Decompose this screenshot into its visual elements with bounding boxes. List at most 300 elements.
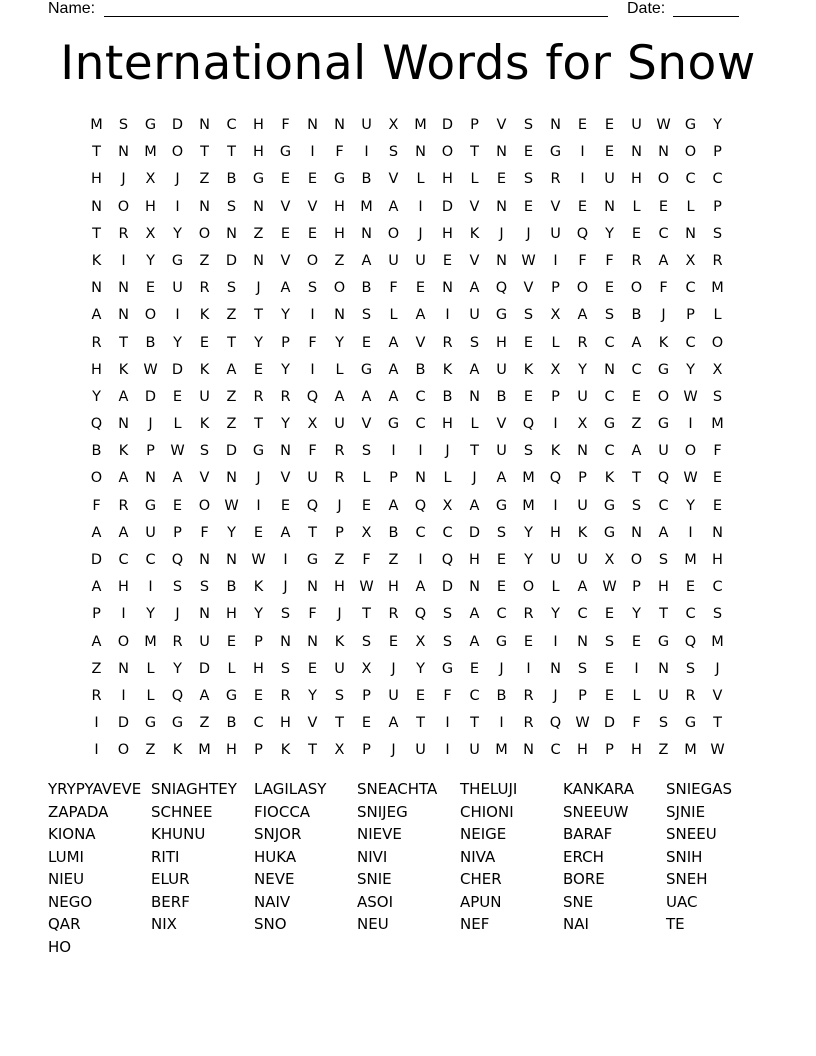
grid-letter[interactable]: K bbox=[280, 742, 291, 759]
grid-letter[interactable]: U bbox=[550, 225, 561, 242]
grid-letter[interactable]: A bbox=[388, 388, 399, 405]
grid-letter[interactable]: Q bbox=[306, 497, 319, 514]
grid-letter[interactable]: O bbox=[630, 552, 643, 568]
grid-letter[interactable]: L bbox=[470, 171, 479, 188]
grid-letter[interactable]: N bbox=[631, 524, 642, 541]
grid-letter[interactable]: H bbox=[658, 579, 669, 596]
grid-letter[interactable]: W bbox=[602, 579, 617, 596]
grid-letter[interactable]: I bbox=[418, 443, 423, 460]
grid-letter[interactable]: C bbox=[253, 715, 264, 732]
grid-letter[interactable]: E bbox=[496, 171, 507, 188]
grid-letter[interactable]: A bbox=[469, 497, 480, 514]
grid-letter[interactable]: S bbox=[685, 660, 696, 677]
grid-letter[interactable]: N bbox=[415, 470, 426, 487]
grid-letter[interactable]: P bbox=[146, 443, 155, 460]
grid-letter[interactable]: G bbox=[144, 117, 157, 133]
grid-letter[interactable]: N bbox=[199, 552, 210, 568]
grid-letter[interactable]: E bbox=[685, 579, 696, 596]
grid-letter[interactable]: S bbox=[361, 633, 372, 650]
grid-letter[interactable]: E bbox=[280, 225, 291, 242]
grid-letter[interactable]: I bbox=[175, 307, 180, 324]
grid-letter[interactable]: V bbox=[361, 416, 372, 433]
grid-letter[interactable]: N bbox=[91, 198, 102, 215]
grid-letter[interactable]: L bbox=[389, 307, 398, 324]
grid-letter[interactable]: Y bbox=[578, 361, 587, 378]
grid-letter[interactable]: N bbox=[496, 252, 507, 269]
grid-letter[interactable]: T bbox=[200, 144, 209, 161]
grid-letter[interactable]: G bbox=[495, 633, 508, 650]
grid-letter[interactable]: U bbox=[469, 742, 480, 759]
grid-letter[interactable]: N bbox=[658, 660, 669, 677]
grid-letter[interactable]: K bbox=[199, 307, 210, 324]
grid-letter[interactable]: A bbox=[388, 361, 399, 378]
grid-letter[interactable]: N bbox=[91, 280, 102, 297]
grid-letter[interactable]: S bbox=[604, 633, 615, 650]
grid-letter[interactable]: B bbox=[361, 280, 372, 297]
grid-letter[interactable]: R bbox=[199, 280, 210, 297]
grid-letter[interactable]: D bbox=[441, 117, 454, 133]
grid-letter[interactable]: O bbox=[522, 579, 535, 596]
grid-letter[interactable]: J bbox=[391, 742, 396, 759]
grid-letter[interactable]: O bbox=[684, 443, 697, 460]
grid-letter[interactable]: N bbox=[280, 633, 291, 650]
grid-letter[interactable]: N bbox=[307, 633, 318, 650]
grid-letter[interactable]: Y bbox=[281, 307, 290, 324]
grid-letter[interactable]: E bbox=[415, 280, 426, 297]
grid-letter[interactable]: W bbox=[170, 443, 185, 460]
grid-letter[interactable]: T bbox=[308, 742, 317, 759]
grid-letter[interactable]: I bbox=[499, 715, 504, 732]
grid-letter[interactable]: K bbox=[253, 579, 264, 596]
grid-letter[interactable]: T bbox=[92, 144, 101, 161]
grid-letter[interactable]: P bbox=[578, 470, 587, 487]
grid-letter[interactable]: P bbox=[254, 633, 263, 650]
grid-letter[interactable]: Y bbox=[686, 497, 695, 514]
grid-letter[interactable]: C bbox=[631, 361, 642, 378]
grid-letter[interactable]: O bbox=[657, 388, 670, 405]
grid-letter[interactable]: M bbox=[90, 117, 103, 133]
grid-letter[interactable]: U bbox=[658, 443, 669, 460]
grid-letter[interactable]: A bbox=[91, 633, 102, 650]
grid-letter[interactable]: Z bbox=[658, 742, 669, 759]
grid-letter[interactable]: T bbox=[254, 307, 263, 324]
grid-letter[interactable]: W bbox=[359, 579, 374, 596]
grid-letter[interactable]: N bbox=[550, 660, 561, 677]
grid-letter[interactable]: V bbox=[280, 252, 291, 269]
grid-letter[interactable]: R bbox=[577, 334, 588, 351]
grid-letter[interactable]: E bbox=[712, 470, 723, 487]
grid-letter[interactable]: J bbox=[499, 225, 504, 242]
grid-letter[interactable]: T bbox=[470, 443, 479, 460]
grid-letter[interactable]: M bbox=[198, 742, 211, 759]
grid-letter[interactable]: N bbox=[253, 252, 264, 269]
grid-letter[interactable]: S bbox=[523, 171, 534, 188]
grid-letter[interactable]: I bbox=[310, 144, 315, 161]
grid-letter[interactable]: Y bbox=[281, 361, 290, 378]
grid-letter[interactable]: D bbox=[171, 361, 184, 378]
grid-letter[interactable]: L bbox=[443, 470, 452, 487]
grid-letter[interactable]: P bbox=[713, 144, 722, 161]
grid-letter[interactable]: U bbox=[604, 171, 615, 188]
grid-letter[interactable]: N bbox=[604, 361, 615, 378]
grid-letter[interactable]: A bbox=[91, 307, 102, 324]
grid-letter[interactable]: H bbox=[334, 198, 345, 215]
grid-letter[interactable]: H bbox=[712, 552, 723, 568]
grid-letter[interactable]: G bbox=[441, 660, 454, 677]
grid-letter[interactable]: A bbox=[118, 388, 129, 405]
grid-letter[interactable]: C bbox=[226, 117, 237, 133]
grid-letter[interactable]: Z bbox=[388, 552, 399, 568]
grid-letter[interactable]: V bbox=[523, 280, 534, 297]
grid-letter[interactable]: R bbox=[334, 470, 345, 487]
grid-letter[interactable]: K bbox=[91, 252, 102, 269]
grid-letter[interactable]: Y bbox=[632, 606, 641, 623]
grid-letter[interactable]: E bbox=[361, 334, 372, 351]
grid-letter[interactable]: C bbox=[415, 524, 426, 541]
grid-letter[interactable]: D bbox=[171, 117, 184, 133]
grid-letter[interactable]: V bbox=[550, 198, 561, 215]
grid-letter[interactable]: U bbox=[577, 388, 588, 405]
grid-letter[interactable]: J bbox=[418, 225, 423, 242]
grid-letter[interactable]: N bbox=[496, 198, 507, 215]
grid-letter[interactable]: A bbox=[91, 524, 102, 541]
grid-letter[interactable]: F bbox=[605, 252, 614, 269]
grid-letter[interactable]: U bbox=[550, 552, 561, 568]
grid-letter[interactable]: F bbox=[335, 144, 344, 161]
grid-letter[interactable]: E bbox=[658, 198, 669, 215]
grid-letter[interactable]: Y bbox=[92, 388, 101, 405]
grid-letter[interactable]: I bbox=[445, 715, 450, 732]
grid-letter[interactable]: S bbox=[388, 144, 399, 161]
grid-letter[interactable]: N bbox=[199, 606, 210, 623]
grid-letter[interactable]: O bbox=[387, 225, 400, 242]
grid-letter[interactable]: V bbox=[496, 117, 507, 133]
grid-letter[interactable]: N bbox=[577, 633, 588, 650]
grid-letter[interactable]: R bbox=[388, 606, 399, 623]
grid-letter[interactable]: B bbox=[388, 524, 399, 541]
grid-letter[interactable]: B bbox=[496, 388, 507, 405]
grid-letter[interactable]: E bbox=[604, 144, 615, 161]
grid-letter[interactable]: L bbox=[470, 416, 479, 433]
grid-letter[interactable]: C bbox=[145, 552, 156, 568]
grid-letter[interactable]: S bbox=[442, 633, 453, 650]
grid-letter[interactable]: C bbox=[712, 171, 723, 188]
grid-letter[interactable]: F bbox=[659, 280, 668, 297]
grid-letter[interactable]: F bbox=[713, 443, 722, 460]
grid-letter[interactable]: P bbox=[281, 334, 290, 351]
grid-letter[interactable]: N bbox=[577, 443, 588, 460]
grid-letter[interactable]: E bbox=[577, 198, 588, 215]
grid-letter[interactable]: A bbox=[631, 334, 642, 351]
grid-letter[interactable]: S bbox=[523, 307, 534, 324]
grid-letter[interactable]: Y bbox=[281, 416, 290, 433]
grid-letter[interactable]: E bbox=[442, 252, 453, 269]
grid-letter[interactable]: U bbox=[199, 388, 210, 405]
grid-letter[interactable]: J bbox=[337, 497, 342, 514]
grid-letter[interactable]: O bbox=[711, 334, 724, 351]
grid-letter[interactable]: X bbox=[550, 307, 561, 324]
grid-letter[interactable]: Q bbox=[90, 416, 103, 433]
grid-letter[interactable]: V bbox=[307, 715, 318, 732]
grid-letter[interactable]: X bbox=[388, 117, 399, 133]
grid-letter[interactable]: G bbox=[603, 497, 616, 514]
grid-letter[interactable]: N bbox=[334, 307, 345, 324]
grid-letter[interactable]: E bbox=[145, 280, 156, 297]
grid-letter[interactable]: E bbox=[631, 633, 642, 650]
grid-letter[interactable]: S bbox=[577, 660, 588, 677]
grid-letter[interactable]: D bbox=[90, 552, 103, 568]
grid-letter[interactable]: U bbox=[307, 470, 318, 487]
grid-letter[interactable]: I bbox=[391, 443, 396, 460]
grid-letter[interactable]: I bbox=[553, 497, 558, 514]
grid-letter[interactable]: N bbox=[280, 443, 291, 460]
grid-letter[interactable]: R bbox=[712, 252, 723, 269]
grid-letter[interactable]: O bbox=[171, 144, 184, 161]
grid-letter[interactable]: J bbox=[175, 606, 180, 623]
grid-letter[interactable]: J bbox=[472, 470, 477, 487]
grid-letter[interactable]: I bbox=[553, 252, 558, 269]
grid-letter[interactable]: H bbox=[253, 660, 264, 677]
grid-letter[interactable]: M bbox=[495, 742, 508, 759]
grid-letter[interactable]: E bbox=[604, 280, 615, 297]
grid-letter[interactable]: K bbox=[199, 361, 210, 378]
grid-letter[interactable]: A bbox=[226, 361, 237, 378]
grid-letter[interactable]: P bbox=[632, 579, 641, 596]
grid-letter[interactable]: T bbox=[92, 225, 101, 242]
grid-letter[interactable]: B bbox=[91, 443, 102, 460]
grid-letter[interactable]: O bbox=[441, 144, 454, 161]
grid-letter[interactable]: W bbox=[143, 361, 158, 378]
grid-letter[interactable]: L bbox=[362, 470, 371, 487]
grid-letter[interactable]: A bbox=[469, 280, 480, 297]
grid-letter[interactable]: E bbox=[253, 687, 264, 704]
grid-letter[interactable]: G bbox=[684, 715, 697, 732]
grid-letter[interactable]: O bbox=[576, 280, 589, 297]
grid-letter[interactable]: C bbox=[442, 524, 453, 541]
grid-letter[interactable]: H bbox=[442, 171, 453, 188]
grid-letter[interactable]: O bbox=[117, 742, 130, 759]
grid-letter[interactable]: C bbox=[604, 388, 615, 405]
grid-letter[interactable]: D bbox=[225, 443, 238, 460]
grid-letter[interactable]: J bbox=[391, 660, 396, 677]
grid-letter[interactable]: L bbox=[551, 334, 560, 351]
grid-letter[interactable]: H bbox=[226, 742, 237, 759]
grid-letter[interactable]: C bbox=[550, 742, 561, 759]
grid-letter[interactable]: U bbox=[496, 443, 507, 460]
grid-letter[interactable]: M bbox=[684, 742, 697, 759]
grid-letter[interactable]: S bbox=[361, 307, 372, 324]
grid-letter[interactable]: S bbox=[226, 198, 237, 215]
grid-letter[interactable]: N bbox=[307, 579, 318, 596]
grid-letter[interactable]: M bbox=[144, 144, 157, 161]
grid-letter[interactable]: X bbox=[685, 252, 696, 269]
grid-letter[interactable]: W bbox=[683, 470, 698, 487]
grid-letter[interactable]: D bbox=[225, 252, 238, 269]
grid-letter[interactable]: A bbox=[631, 443, 642, 460]
grid-letter[interactable]: M bbox=[684, 552, 697, 568]
grid-letter[interactable]: E bbox=[523, 198, 534, 215]
grid-letter[interactable]: R bbox=[631, 252, 642, 269]
grid-letter[interactable]: E bbox=[280, 171, 291, 188]
grid-letter[interactable]: I bbox=[121, 687, 126, 704]
grid-letter[interactable]: W bbox=[224, 497, 239, 514]
grid-letter[interactable]: L bbox=[632, 687, 641, 704]
grid-letter[interactable]: E bbox=[172, 497, 183, 514]
grid-letter[interactable]: C bbox=[604, 443, 615, 460]
grid-letter[interactable]: H bbox=[631, 742, 642, 759]
grid-letter[interactable]: L bbox=[146, 660, 155, 677]
grid-letter[interactable]: E bbox=[253, 361, 264, 378]
grid-letter[interactable]: S bbox=[226, 280, 237, 297]
grid-letter[interactable]: X bbox=[550, 361, 561, 378]
grid-letter[interactable]: X bbox=[361, 524, 372, 541]
grid-letter[interactable]: T bbox=[470, 144, 479, 161]
grid-letter[interactable]: Z bbox=[226, 388, 237, 405]
grid-letter[interactable]: O bbox=[306, 252, 319, 269]
grid-letter[interactable]: E bbox=[226, 633, 237, 650]
grid-letter[interactable]: S bbox=[712, 225, 723, 242]
grid-letter[interactable]: I bbox=[580, 144, 585, 161]
grid-letter[interactable]: Z bbox=[199, 171, 210, 188]
grid-letter[interactable]: E bbox=[631, 225, 642, 242]
grid-letter[interactable]: Y bbox=[254, 334, 263, 351]
grid-letter[interactable]: B bbox=[226, 715, 237, 732]
grid-letter[interactable]: E bbox=[496, 552, 507, 568]
grid-letter[interactable]: E bbox=[253, 524, 264, 541]
grid-letter[interactable]: E bbox=[280, 497, 291, 514]
grid-letter[interactable]: X bbox=[307, 416, 318, 433]
grid-letter[interactable]: X bbox=[442, 497, 453, 514]
grid-letter[interactable]: Q bbox=[306, 388, 319, 405]
grid-letter[interactable]: Q bbox=[414, 497, 427, 514]
grid-letter[interactable]: O bbox=[117, 198, 130, 215]
grid-letter[interactable]: Z bbox=[199, 252, 210, 269]
grid-letter[interactable]: J bbox=[499, 660, 504, 677]
grid-letter[interactable]: S bbox=[442, 606, 453, 623]
grid-letter[interactable]: J bbox=[121, 171, 126, 188]
grid-letter[interactable]: N bbox=[685, 225, 696, 242]
grid-letter[interactable]: R bbox=[523, 606, 534, 623]
grid-letter[interactable]: Q bbox=[684, 633, 697, 650]
grid-letter[interactable]: H bbox=[577, 742, 588, 759]
grid-letter[interactable]: P bbox=[551, 388, 560, 405]
grid-letter[interactable]: M bbox=[144, 633, 157, 650]
grid-letter[interactable]: Y bbox=[524, 524, 533, 541]
grid-letter[interactable]: A bbox=[91, 579, 102, 596]
grid-letter[interactable]: T bbox=[254, 416, 263, 433]
grid-letter[interactable]: N bbox=[145, 470, 156, 487]
grid-letter[interactable]: V bbox=[280, 198, 291, 215]
grid-letter[interactable]: B bbox=[145, 334, 156, 351]
grid-letter[interactable]: K bbox=[577, 524, 588, 541]
grid-letter[interactable]: A bbox=[577, 307, 588, 324]
grid-letter[interactable]: P bbox=[92, 606, 101, 623]
grid-letter[interactable]: Q bbox=[657, 470, 670, 487]
grid-letter[interactable]: W bbox=[683, 388, 698, 405]
grid-letter[interactable]: I bbox=[310, 307, 315, 324]
grid-letter[interactable]: U bbox=[415, 742, 426, 759]
grid-letter[interactable]: E bbox=[631, 388, 642, 405]
grid-letter[interactable]: A bbox=[334, 388, 345, 405]
grid-letter[interactable]: A bbox=[280, 524, 291, 541]
grid-letter[interactable]: C bbox=[415, 388, 426, 405]
grid-letter[interactable]: R bbox=[91, 687, 102, 704]
grid-letter[interactable]: S bbox=[658, 715, 669, 732]
grid-letter[interactable]: J bbox=[256, 470, 261, 487]
grid-letter[interactable]: P bbox=[578, 687, 587, 704]
grid-letter[interactable]: N bbox=[118, 144, 129, 161]
grid-letter[interactable]: F bbox=[389, 280, 398, 297]
grid-letter[interactable]: K bbox=[199, 416, 210, 433]
grid-letter[interactable]: Z bbox=[91, 660, 102, 677]
grid-letter[interactable]: K bbox=[118, 443, 129, 460]
grid-letter[interactable]: Z bbox=[145, 742, 156, 759]
grid-letter[interactable]: N bbox=[604, 198, 615, 215]
grid-letter[interactable]: I bbox=[445, 307, 450, 324]
grid-letter[interactable]: S bbox=[307, 280, 318, 297]
grid-letter[interactable]: U bbox=[334, 660, 345, 677]
grid-letter[interactable]: N bbox=[415, 144, 426, 161]
grid-letter[interactable]: H bbox=[280, 715, 291, 732]
grid-letter[interactable]: D bbox=[441, 579, 454, 596]
grid-letter[interactable]: A bbox=[469, 361, 480, 378]
grid-letter[interactable]: I bbox=[526, 660, 531, 677]
grid-letter[interactable]: Q bbox=[549, 715, 562, 732]
grid-letter[interactable]: A bbox=[496, 470, 507, 487]
grid-letter[interactable]: C bbox=[685, 334, 696, 351]
grid-letter[interactable]: D bbox=[441, 198, 454, 215]
grid-letter[interactable]: J bbox=[148, 416, 153, 433]
grid-letter[interactable]: A bbox=[172, 470, 183, 487]
grid-letter[interactable]: J bbox=[175, 171, 180, 188]
grid-letter[interactable]: R bbox=[334, 443, 345, 460]
grid-letter[interactable]: E bbox=[415, 687, 426, 704]
grid-letter[interactable]: P bbox=[470, 117, 479, 133]
grid-letter[interactable]: G bbox=[252, 171, 265, 188]
grid-letter[interactable]: I bbox=[94, 715, 99, 732]
grid-letter[interactable]: G bbox=[657, 416, 670, 433]
grid-letter[interactable]: K bbox=[334, 633, 345, 650]
grid-letter[interactable]: U bbox=[199, 633, 210, 650]
grid-letter[interactable]: M bbox=[522, 497, 535, 514]
grid-letter[interactable]: H bbox=[469, 552, 480, 568]
grid-letter[interactable]: I bbox=[688, 416, 693, 433]
grid-letter[interactable]: E bbox=[307, 225, 318, 242]
grid-letter[interactable]: U bbox=[334, 416, 345, 433]
grid-letter[interactable]: Q bbox=[171, 687, 184, 704]
grid-letter[interactable]: N bbox=[550, 117, 561, 133]
grid-letter[interactable]: T bbox=[713, 715, 722, 732]
name-blank-line[interactable] bbox=[104, 16, 608, 17]
grid-letter[interactable]: I bbox=[310, 361, 315, 378]
grid-letter[interactable]: H bbox=[334, 225, 345, 242]
grid-letter[interactable]: N bbox=[469, 388, 480, 405]
grid-letter[interactable]: H bbox=[91, 171, 102, 188]
grid-letter[interactable]: O bbox=[198, 225, 211, 242]
grid-letter[interactable]: I bbox=[580, 171, 585, 188]
grid-letter[interactable]: L bbox=[713, 307, 722, 324]
grid-letter[interactable]: X bbox=[415, 633, 426, 650]
grid-letter[interactable]: J bbox=[337, 606, 342, 623]
grid-letter[interactable]: H bbox=[253, 144, 264, 161]
grid-letter[interactable]: R bbox=[280, 388, 291, 405]
grid-letter[interactable]: S bbox=[280, 606, 291, 623]
grid-letter[interactable]: A bbox=[577, 579, 588, 596]
grid-letter[interactable]: T bbox=[362, 606, 371, 623]
grid-letter[interactable]: U bbox=[361, 117, 372, 133]
grid-letter[interactable]: U bbox=[577, 497, 588, 514]
grid-letter[interactable]: Z bbox=[631, 416, 642, 433]
